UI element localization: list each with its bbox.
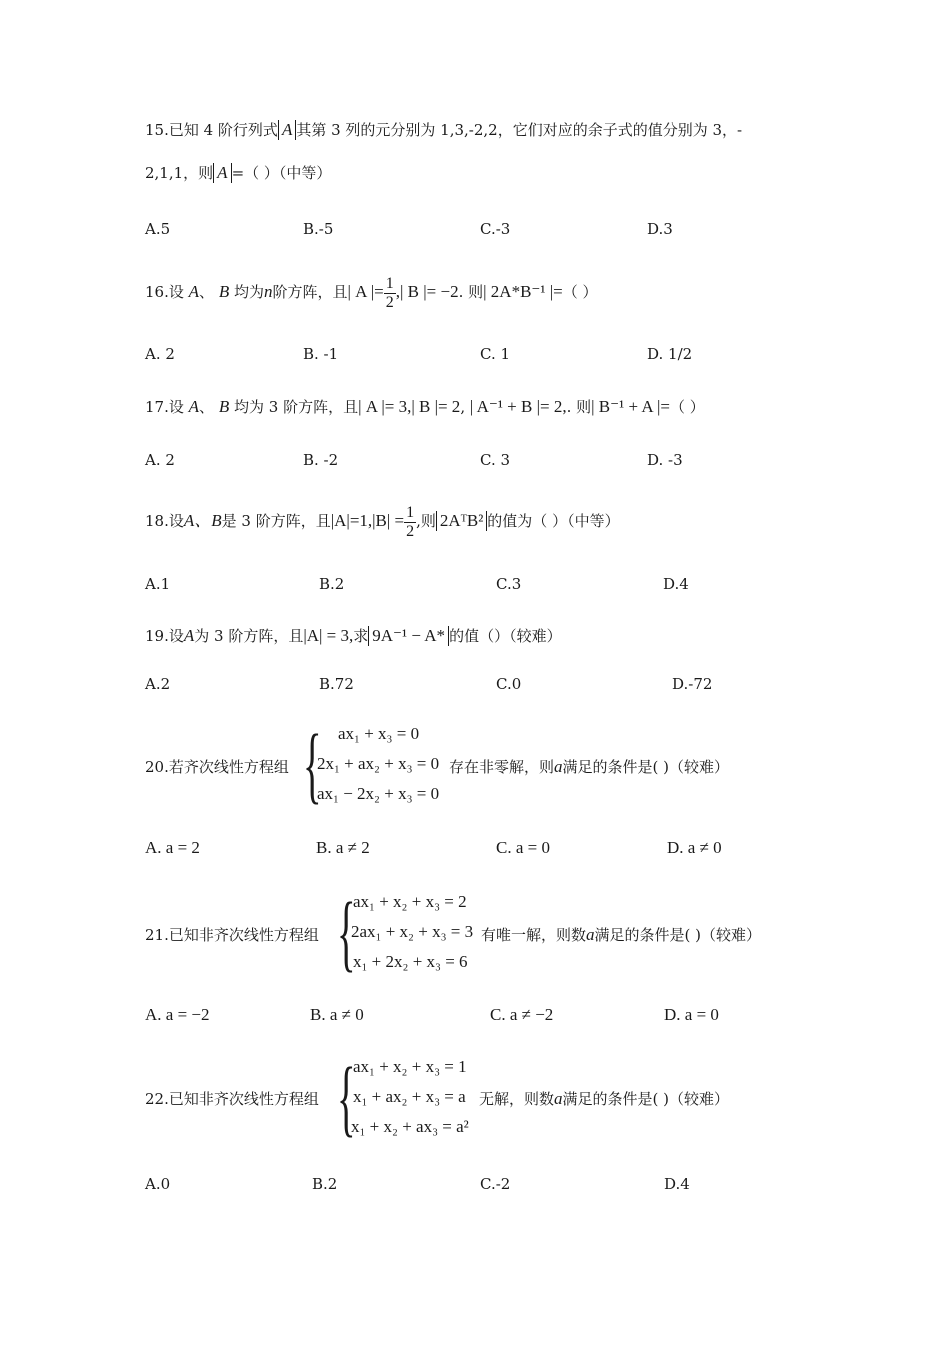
q16-fraction-half [384,275,396,311]
q19-text-b: 为 3 阶方阵，且 [194,627,304,645]
q17-var-b: B [218,397,230,416]
q18-text-c: ,则 [416,512,436,531]
q16-frac-den: 2 [385,293,394,311]
q17-text-b: 、 [199,398,215,416]
q17-option-d: D. -3 [647,451,683,469]
q22-option-d: D.4 [664,1175,690,1193]
q17-expr-3: | B⁻¹ + A |= [591,397,670,416]
q21-equation-2: 2ax₁ + x₂ + x₃ = 3 [351,922,474,941]
q15-text-b: 其第 3 列的元分别为 1,3,-2,2，它们对应的余子式的值分别为 3，- [296,121,743,139]
q16-option-d: D. 1/2 [647,345,693,363]
q18-text-d: 的值为（ ）（中等） [487,512,620,531]
q15-det-a-2: A [213,163,231,183]
q22-var-a: a [554,1089,563,1108]
q19-var-a: A [183,626,195,645]
q17-text-e: . 则 [566,398,592,416]
q15-option-c: C.-3 [480,220,511,238]
q16-option-b: B. -1 [303,345,339,363]
q22-option-b: B.2 [312,1175,338,1193]
q21-tail-b: 满足的条件是( )（较难） [594,926,761,944]
q20-tail [449,756,729,777]
q18-text-b: 是 3 阶方阵，且 [221,512,331,531]
q21-label: 21.已知非齐次线性方程组 [145,926,319,944]
q16-blank: （ ） [562,283,598,302]
q17-blank: （ ） [669,398,705,416]
q16-text-e: . 则 [458,283,484,302]
q22-option-c: C.-2 [480,1175,511,1193]
q22-brace: { [337,1049,356,1145]
q15-option-b: B.-5 [303,220,334,238]
q15-option-a: A.5 [145,220,171,238]
q20-tail-a: 存在非零解，则 [449,758,555,776]
q18-vars-ab: A、B [183,511,222,531]
q21-option-c: C. a ≠ −2 [490,1005,554,1024]
q16-var-n: n [264,282,273,302]
q18-option-a: A.1 [145,575,171,593]
q21-brace: { [337,884,356,980]
q15-det-a: A [278,120,296,140]
q20-tail-b: 满足的条件是( )（较难） [562,758,729,776]
q16-option-c: C. 1 [480,345,511,363]
q16-abs-a: | A |= [347,282,384,302]
q17-text-d: , [460,398,466,416]
q21-equation-3: x₁ + 2x₂ + x₃ = 6 [353,952,468,971]
q19-option-c: C.0 [496,675,522,693]
q17-text-a: 17.设 [145,398,184,416]
question-17 [145,396,705,418]
q16-text-a: 16.设 [145,283,184,302]
q20-equation-3: ax₁ − 2x₂ + x₃ = 0 [317,784,440,803]
q20-brace: { [303,716,322,812]
q18-frac-den: 2 [406,522,415,540]
question-18 [145,504,620,540]
q22-label: 22.已知非齐次线性方程组 [145,1090,319,1108]
q15-text-d: =（ ）（中等） [231,164,332,182]
q21-option-d: D. a = 0 [664,1005,719,1024]
q19-option-d: D.-72 [672,675,713,693]
q19-option-b: B.72 [319,675,354,693]
q16-abs-b: ,| B |= −2 [395,282,459,302]
q19-text-c: 求 [353,627,369,645]
q17-text-c: 均为 3 阶方阵，且 [234,398,359,416]
q18-fraction-half [404,504,416,540]
q21-option-b: B. a ≠ 0 [310,1005,364,1024]
q20-var-a: a [554,757,563,776]
q21-var-a: a [586,925,595,944]
q19-option-a: A.2 [145,675,171,693]
q18-option-c: C.3 [496,575,522,593]
q16-option-a: A. 2 [145,345,175,363]
q20-option-a: A. a = 2 [145,838,200,857]
q20-option-b: B. a ≠ 2 [316,838,370,857]
q16-var-a: A [188,282,200,302]
q22-equation-1: ax₁ + x₂ + x₃ = 1 [353,1057,467,1076]
q20-equation-2: 2x₁ + ax₂ + x₃ = 0 [317,754,440,773]
q20-option-d: D. a ≠ 0 [667,838,722,857]
q22-equation-2: x₁ + ax₂ + x₃ = a [353,1087,466,1106]
q17-var-a: A [188,397,200,416]
q15-text-a: 15.已知 4 阶行列式 [145,121,278,139]
q19-text-e: （）（较难） [479,627,562,645]
q17-expr-1: | A |= 3,| B |= 2 [358,397,461,416]
question-19 [145,625,562,647]
q18-abs-values: |A|=1,|B| = [330,511,405,531]
q20-option-c: C. a = 0 [496,838,550,857]
q16-frac-num: 1 [385,275,394,292]
q22-tail [479,1088,729,1109]
q18-frac-num: 1 [406,504,415,521]
q21-tail [481,924,761,945]
q22-tail-a: 无解，则数 [479,1090,555,1108]
q16-var-b: B [218,282,230,302]
q18-text-a: 18.设 [145,512,184,531]
q21-tail-a: 有唯一解，则数 [481,926,587,944]
q17-option-a: A. 2 [145,451,175,469]
q17-expr-2: | A⁻¹ + B |= 2, [469,397,567,416]
q18-option-b: B.2 [319,575,345,593]
q16-text-d: 阶方阵，且 [272,283,348,302]
question-16 [145,275,598,311]
q16-text-b: 、 [199,283,215,302]
q19-abs-a: |A| = 3, [303,626,354,645]
q21-option-a: A. a = −2 [145,1005,210,1024]
q19-text-a: 19.设 [145,627,184,645]
q19-text-d: 的值 [449,627,480,645]
q21-equation-1: ax₁ + x₂ + x₃ = 2 [353,892,467,911]
q16-expression: | 2A*B⁻¹ |= [483,282,563,302]
q22-equation-3: x₁ + x₂ + ax₃ = a² [351,1117,469,1136]
question-15-line-2 [145,163,331,184]
q20-label: 20.若齐次线性方程组 [145,758,289,776]
q17-option-b: B. -2 [303,451,339,469]
q18-option-d: D.4 [663,575,689,593]
q18-determinant: 2AᵀB² [436,511,487,531]
q17-option-c: C. 3 [480,451,511,469]
q20-equation-1: ax₁ + x₃ = 0 [338,724,420,743]
q15-text-c: 2,1,1，则 [145,164,214,182]
q15-option-d: D.3 [647,220,673,238]
q22-option-a: A.0 [145,1175,171,1193]
q19-determinant: 9A⁻¹ − A* [368,626,449,646]
q16-text-c: 均为 [234,283,265,302]
question-15-line-1 [145,120,742,141]
q22-tail-b: 满足的条件是( )（较难） [562,1090,729,1108]
